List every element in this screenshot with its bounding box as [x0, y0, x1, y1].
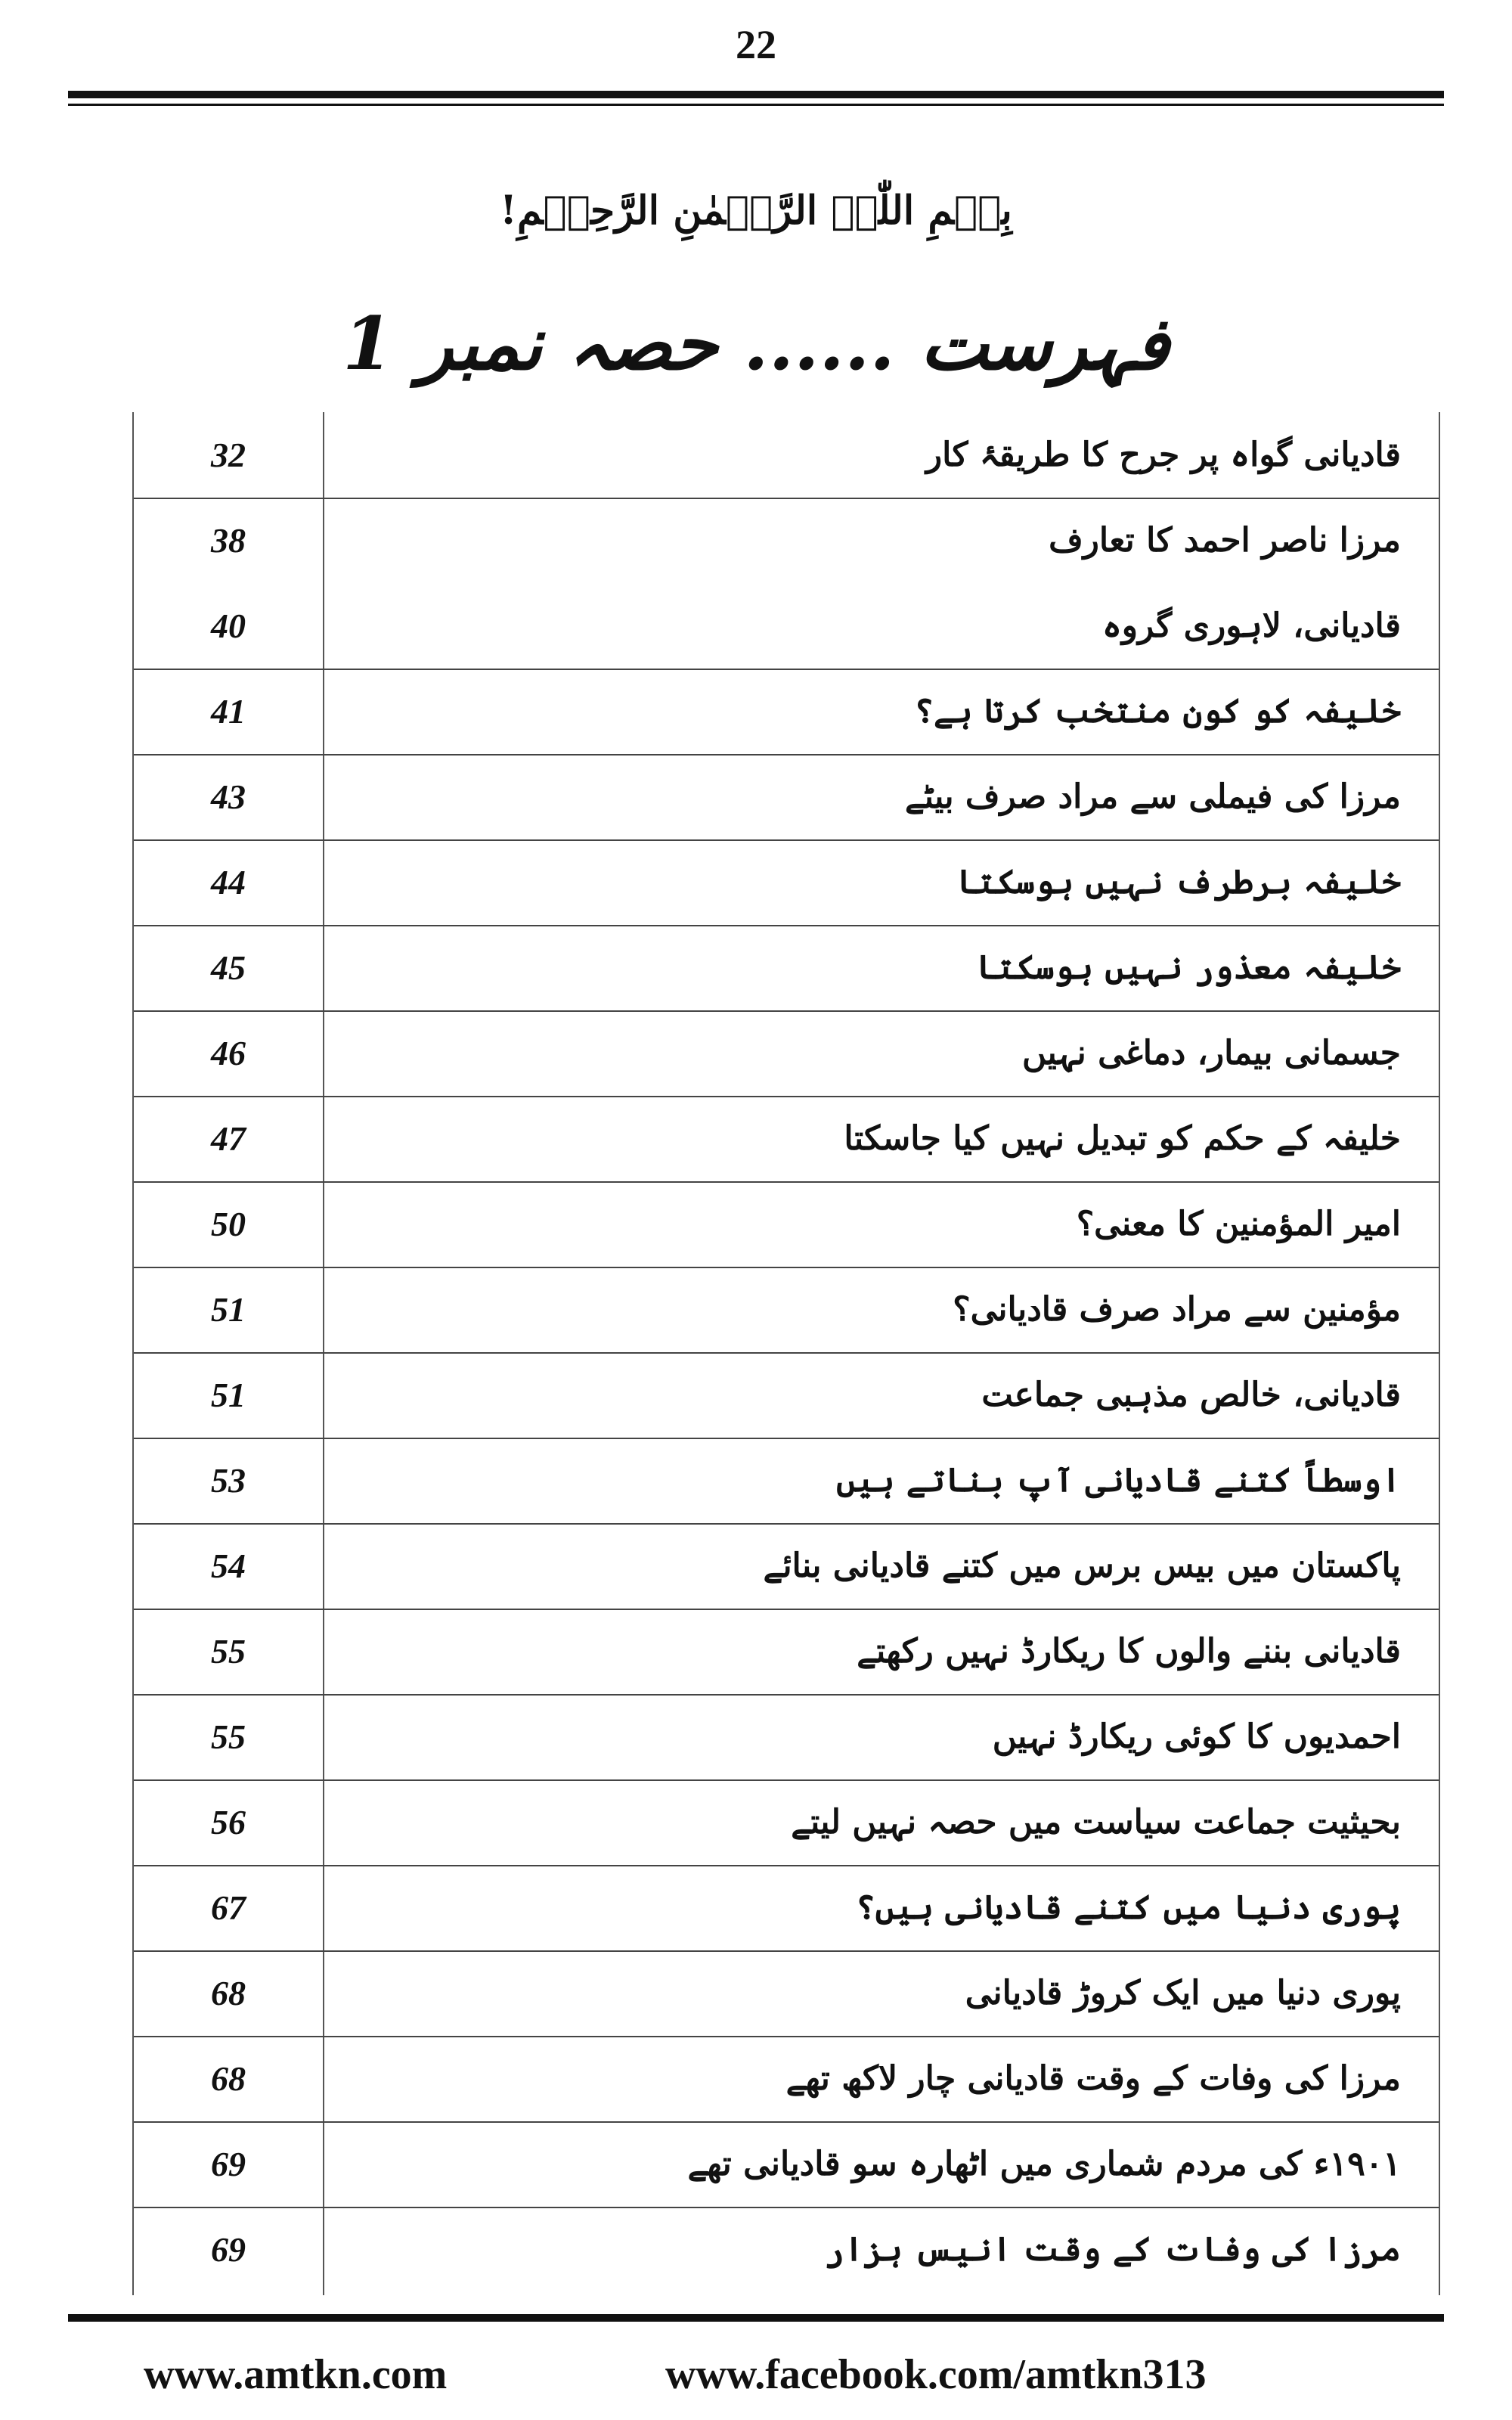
toc-entry-title: قادیانی، خالص مذہبی جماعت — [981, 1376, 1401, 1414]
toc-row — [134, 1523, 1439, 1610]
toc-entry-page: 68 — [211, 2059, 246, 2098]
toc-entry-title: مرزا کی وفات کے وقت انیس ہزار — [824, 2230, 1401, 2269]
toc-entry-page: 32 — [211, 436, 246, 474]
toc-entry-page: 41 — [211, 692, 246, 731]
bismillah: بِسۡمِ اللّٰہِ الرَّحۡمٰنِ الرَّحِیۡمِ! — [500, 188, 1012, 234]
toc-row — [134, 1267, 1439, 1354]
toc-row — [134, 1181, 1439, 1268]
toc-entry-page: 47 — [211, 1119, 246, 1158]
toc-entry-title: مرزا کی وفات کے وقت قادیانی چار لاکھ تھے — [785, 2059, 1401, 2098]
toc-entry-title: ۱۹۰۱ء کی مردم شماری میں اٹھارہ سو قادیانی تھے — [687, 2145, 1401, 2183]
toc-entry-page: 44 — [211, 863, 246, 901]
toc-entry-title: پوری دنیا میں کتنے قادیانی ہیں؟ — [855, 1888, 1401, 1927]
toc-row — [134, 498, 1439, 583]
header-rule-thick — [68, 91, 1444, 98]
toc-entry-title: مرزا کی فیملی سے مراد صرف بیٹے — [905, 777, 1401, 816]
toc-row — [134, 1950, 1439, 2037]
header-rule-thin — [68, 104, 1444, 106]
toc-entry-title: قادیانی بننے والوں کا ریکارڈ نہیں رکھتے — [857, 1632, 1401, 1671]
toc-entry-title: امیر المؤمنین کا معنی؟ — [1076, 1205, 1401, 1243]
toc-entry-page: 56 — [211, 1803, 246, 1841]
toc-row — [134, 1865, 1439, 1952]
toc-entry-page: 38 — [211, 521, 246, 560]
toc-entry-page: 51 — [211, 1376, 246, 1414]
toc-entry-title: خلیفہ برطرف نہیں ہوسکتا — [956, 863, 1401, 901]
toc-row — [134, 1779, 1439, 1866]
toc-row — [134, 1438, 1439, 1525]
toc-entry-title: بحیثیت جماعت سیاست میں حصہ نہیں لیتے — [791, 1803, 1401, 1841]
toc-entry-title: جسمانی بیمار، دماغی نہیں — [1021, 1034, 1401, 1072]
footer-facebook-link[interactable]: www.facebook.com/amtkn313 — [665, 2351, 1207, 2398]
toc-entry-page: 50 — [211, 1205, 246, 1243]
toc-entry-page: 69 — [211, 2230, 246, 2269]
toc-row — [134, 412, 1439, 499]
footer-website-link[interactable]: www.amtkn.com — [144, 2351, 448, 2398]
toc-entry-page: 53 — [211, 1461, 246, 1500]
toc-row — [134, 754, 1439, 841]
toc-entry-title: خلیفہ کو کون منتخب کرتا ہے؟ — [914, 692, 1401, 731]
toc-entry-title: قادیانی، لاہوری گروہ — [1102, 607, 1401, 645]
toc-row — [134, 2207, 1439, 2292]
toc-entry-page: 68 — [211, 1974, 246, 2012]
toc-row — [134, 839, 1439, 926]
toc-row — [134, 1352, 1439, 1439]
toc-entry-page: 46 — [211, 1034, 246, 1072]
toc-entry-title: احمدیوں کا کوئی ریکارڈ نہیں — [992, 1717, 1401, 1756]
toc-entry-page: 45 — [211, 948, 246, 987]
toc-entry-title: مؤمنین سے مراد صرف قادیانی؟ — [953, 1290, 1401, 1329]
page-number: 22 — [736, 22, 776, 67]
toc-row — [134, 669, 1439, 755]
toc-row — [134, 1694, 1439, 1781]
toc-row — [134, 1096, 1439, 1183]
toc-entry-page: 51 — [211, 1290, 246, 1329]
toc-entry-title: پاکستان میں بیس برس میں کتنے قادیانی بنائے — [763, 1547, 1401, 1585]
toc-row — [134, 583, 1439, 670]
toc-entry-title: خلیفہ کے حکم کو تبدیل نہیں کیا جاسکتا — [844, 1119, 1401, 1158]
table-of-contents — [132, 412, 1440, 2295]
toc-entry-page: 69 — [211, 2145, 246, 2183]
toc-row — [134, 2121, 1439, 2208]
toc-entry-page: 54 — [211, 1547, 246, 1585]
toc-entry-page: 67 — [211, 1888, 246, 1927]
toc-entry-title: پوری دنیا میں ایک کروڑ قادیانی — [965, 1974, 1401, 2012]
toc-entry-title: خلیفہ معذور نہیں ہوسکتا — [976, 948, 1401, 987]
toc-row — [134, 1609, 1439, 1696]
footer-rule — [68, 2314, 1444, 2322]
toc-entry-title: اوسطاً کتنے قادیانی آپ بناتے ہیں — [836, 1461, 1401, 1500]
toc-entry-page: 55 — [211, 1717, 246, 1756]
toc-row — [134, 1010, 1439, 1097]
toc-entry-title: مرزا ناصر احمد کا تعارف — [1049, 521, 1401, 560]
toc-row — [134, 925, 1439, 1012]
toc-entry-page: 40 — [211, 607, 246, 645]
toc-entry-page: 43 — [211, 777, 246, 816]
toc-row — [134, 2036, 1439, 2123]
toc-entry-page: 55 — [211, 1632, 246, 1671]
page-title: فہرست ...... حصہ نمبر 1 — [342, 301, 1170, 386]
toc-entry-title: قادیانی گواہ پر جرح کا طریقۂ کار — [925, 436, 1401, 474]
